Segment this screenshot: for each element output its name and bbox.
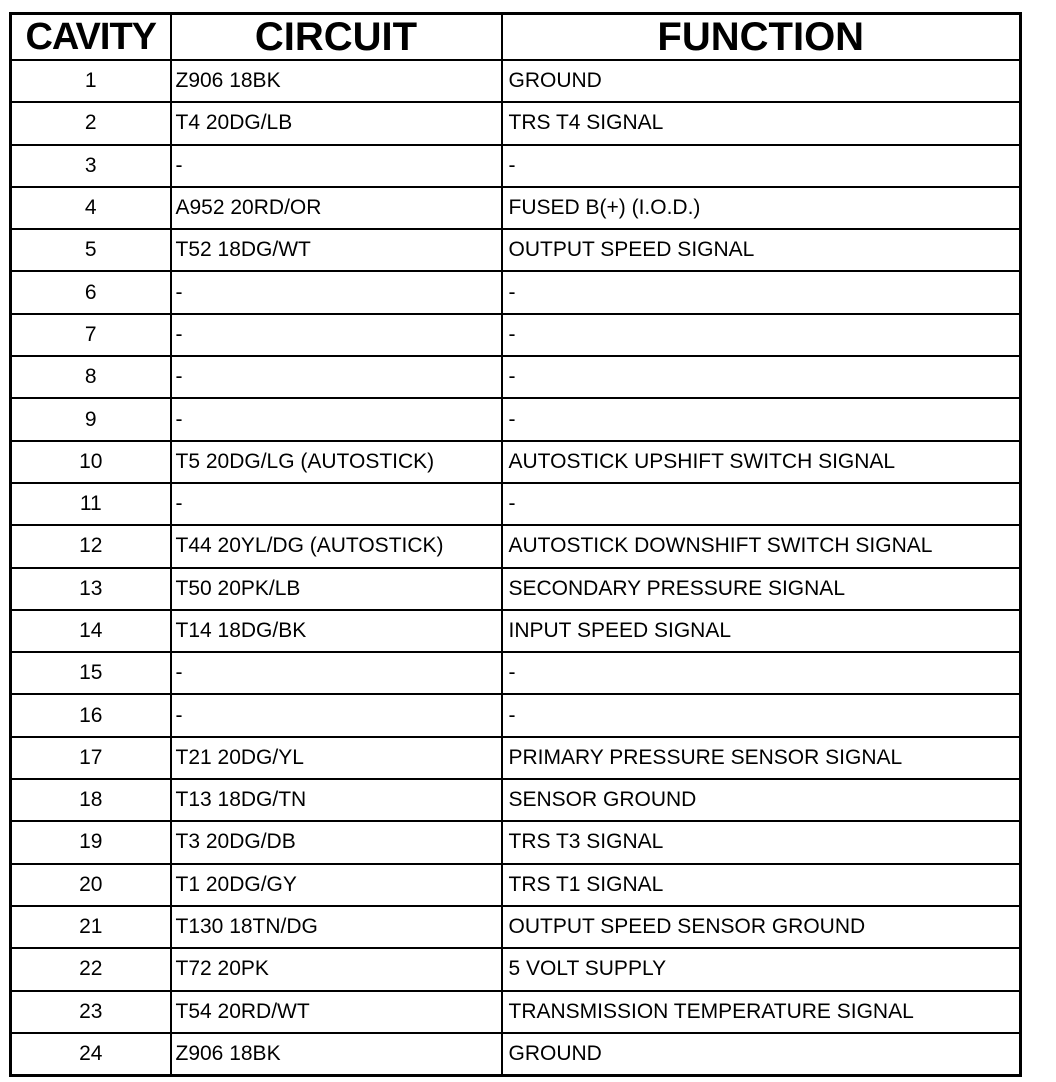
table-row bbox=[11, 314, 1021, 356]
cavity-cell: 4 bbox=[11, 187, 171, 229]
circuit-cell: T13 18DG/TN bbox=[171, 779, 502, 821]
function-cell: - bbox=[502, 483, 1021, 525]
table-row bbox=[11, 102, 1021, 144]
cavity-cell: 10 bbox=[11, 441, 171, 483]
table-row bbox=[11, 145, 1021, 187]
circuit-cell: T14 18DG/BK bbox=[171, 610, 502, 652]
cavity-cell: 2 bbox=[11, 102, 171, 144]
cavity-cell: 17 bbox=[11, 737, 171, 779]
circuit-cell: - bbox=[171, 314, 502, 356]
circuit-cell: T54 20RD/WT bbox=[171, 991, 502, 1033]
function-cell: AUTOSTICK UPSHIFT SWITCH SIGNAL bbox=[502, 441, 1021, 483]
function-cell: - bbox=[502, 314, 1021, 356]
function-cell: TRS T1 SIGNAL bbox=[502, 864, 1021, 906]
cavity-cell: 19 bbox=[11, 821, 171, 863]
table-row bbox=[11, 398, 1021, 440]
cavity-cell: 11 bbox=[11, 483, 171, 525]
circuit-cell: T50 20PK/LB bbox=[171, 568, 502, 610]
table-row bbox=[11, 779, 1021, 821]
header-row bbox=[11, 14, 1021, 61]
circuit-cell: - bbox=[171, 356, 502, 398]
table-body bbox=[11, 60, 1021, 1076]
circuit-cell: T5 20DG/LG (AUTOSTICK) bbox=[171, 441, 502, 483]
circuit-cell: T4 20DG/LB bbox=[171, 102, 502, 144]
table-row bbox=[11, 271, 1021, 313]
cavity-cell: 1 bbox=[11, 60, 171, 102]
function-cell: - bbox=[502, 652, 1021, 694]
cavity-cell: 21 bbox=[11, 906, 171, 948]
table-row bbox=[11, 441, 1021, 483]
function-cell: 5 VOLT SUPPLY bbox=[502, 948, 1021, 990]
circuit-cell: - bbox=[171, 483, 502, 525]
function-cell: - bbox=[502, 694, 1021, 736]
circuit-cell: Z906 18BK bbox=[171, 60, 502, 102]
cavity-cell: 8 bbox=[11, 356, 171, 398]
circuit-cell: - bbox=[171, 145, 502, 187]
table-row bbox=[11, 60, 1021, 102]
circuit-cell: T52 18DG/WT bbox=[171, 229, 502, 271]
function-cell: SECONDARY PRESSURE SIGNAL bbox=[502, 568, 1021, 610]
table-row bbox=[11, 821, 1021, 863]
function-cell: INPUT SPEED SIGNAL bbox=[502, 610, 1021, 652]
cavity-cell: 6 bbox=[11, 271, 171, 313]
function-cell: GROUND bbox=[502, 60, 1021, 102]
cavity-cell: 16 bbox=[11, 694, 171, 736]
circuit-cell: - bbox=[171, 398, 502, 440]
circuit-cell: T44 20YL/DG (AUTOSTICK) bbox=[171, 525, 502, 567]
circuit-cell: T1 20DG/GY bbox=[171, 864, 502, 906]
table-row bbox=[11, 1033, 1021, 1076]
cavity-cell: 9 bbox=[11, 398, 171, 440]
cavity-cell: 15 bbox=[11, 652, 171, 694]
function-cell: - bbox=[502, 271, 1021, 313]
function-cell: - bbox=[502, 356, 1021, 398]
cavity-cell: 3 bbox=[11, 145, 171, 187]
function-cell: TRANSMISSION TEMPERATURE SIGNAL bbox=[502, 991, 1021, 1033]
function-cell: TRS T4 SIGNAL bbox=[502, 102, 1021, 144]
function-cell: PRIMARY PRESSURE SENSOR SIGNAL bbox=[502, 737, 1021, 779]
function-cell: AUTOSTICK DOWNSHIFT SWITCH SIGNAL bbox=[502, 525, 1021, 567]
table-row bbox=[11, 610, 1021, 652]
table-row bbox=[11, 568, 1021, 610]
circuit-cell: - bbox=[171, 652, 502, 694]
table-row bbox=[11, 694, 1021, 736]
cavity-cell: 12 bbox=[11, 525, 171, 567]
table-row bbox=[11, 737, 1021, 779]
circuit-cell: - bbox=[171, 271, 502, 313]
connector-pinout-table bbox=[9, 12, 1022, 1077]
cavity-cell: 14 bbox=[11, 610, 171, 652]
function-cell: OUTPUT SPEED SENSOR GROUND bbox=[502, 906, 1021, 948]
table-row bbox=[11, 864, 1021, 906]
function-cell: GROUND bbox=[502, 1033, 1021, 1076]
table-row bbox=[11, 525, 1021, 567]
cavity-cell: 5 bbox=[11, 229, 171, 271]
circuit-cell: Z906 18BK bbox=[171, 1033, 502, 1076]
table-row bbox=[11, 948, 1021, 990]
table-row bbox=[11, 229, 1021, 271]
cavity-cell: 18 bbox=[11, 779, 171, 821]
header-cavity: CAVITY bbox=[11, 14, 171, 61]
table-row bbox=[11, 483, 1021, 525]
function-cell: FUSED B(+) (I.O.D.) bbox=[502, 187, 1021, 229]
circuit-cell: T3 20DG/DB bbox=[171, 821, 502, 863]
connector-pinout-table-container bbox=[9, 12, 1022, 1077]
cavity-cell: 20 bbox=[11, 864, 171, 906]
table-row bbox=[11, 356, 1021, 398]
cavity-cell: 22 bbox=[11, 948, 171, 990]
function-cell: TRS T3 SIGNAL bbox=[502, 821, 1021, 863]
header-function: FUNCTION bbox=[502, 14, 1021, 61]
table-row bbox=[11, 187, 1021, 229]
circuit-cell: - bbox=[171, 694, 502, 736]
function-cell: SENSOR GROUND bbox=[502, 779, 1021, 821]
header-circuit: CIRCUIT bbox=[171, 14, 502, 61]
table-row bbox=[11, 906, 1021, 948]
circuit-cell: T72 20PK bbox=[171, 948, 502, 990]
cavity-cell: 23 bbox=[11, 991, 171, 1033]
function-cell: OUTPUT SPEED SIGNAL bbox=[502, 229, 1021, 271]
circuit-cell: T130 18TN/DG bbox=[171, 906, 502, 948]
function-cell: - bbox=[502, 398, 1021, 440]
function-cell: - bbox=[502, 145, 1021, 187]
cavity-cell: 13 bbox=[11, 568, 171, 610]
table-row bbox=[11, 991, 1021, 1033]
circuit-cell: T21 20DG/YL bbox=[171, 737, 502, 779]
cavity-cell: 7 bbox=[11, 314, 171, 356]
cavity-cell: 24 bbox=[11, 1033, 171, 1076]
circuit-cell: A952 20RD/OR bbox=[171, 187, 502, 229]
table-row bbox=[11, 652, 1021, 694]
